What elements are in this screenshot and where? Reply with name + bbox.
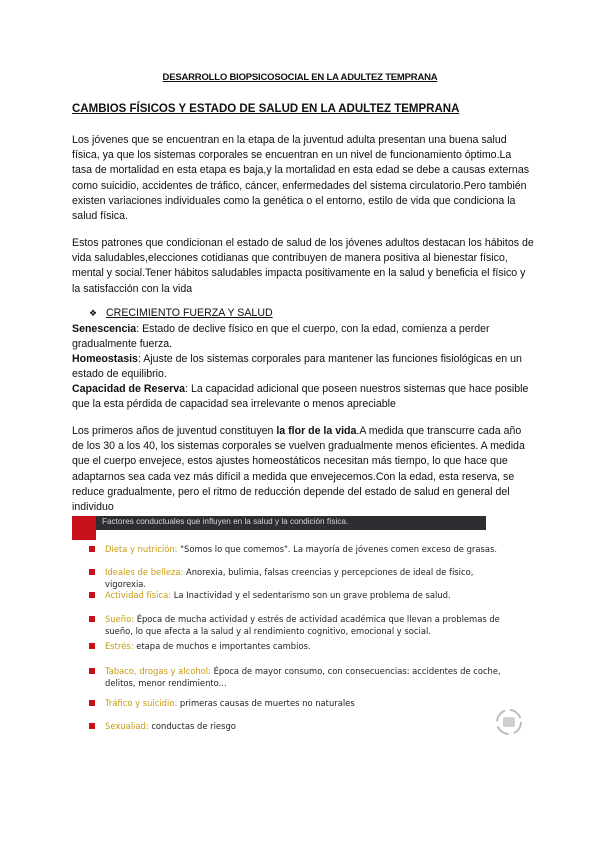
red-bullet-icon (89, 723, 95, 729)
definition-term: Senescencia (72, 323, 137, 335)
factor-text: La Inactividad y el sedentarismo son un grave problema de salud. (171, 590, 451, 600)
definition-text: : Estado de declive físico en que el cuerpo, con la edad, comienza a perder gradualmente fuerza. (72, 323, 490, 351)
factor-label: Ideales de belleza: (105, 567, 184, 577)
paragraph-aging (72, 424, 534, 515)
bullet-heading (89, 307, 273, 319)
red-bullet-icon (89, 546, 95, 552)
factor-text: etapa de muchos e importantes cambios. (133, 641, 311, 651)
recycle-logo-icon (494, 707, 524, 737)
paragraph-healthy-habits: Estos patrones que condicionan el estado de salud de los jóvenes adultos destacan los hábitos de vida saludables,elecciones cotidianas que contribuyen de manera positiva al bienestar físico, mental y social.Tener hábitos saludables impacta positivamente en la salud y beneficia el físico y la satisfacción con la vida (72, 237, 534, 295)
factors-figure (72, 516, 530, 742)
factor-label: Dieta y nutrición: (105, 544, 178, 554)
red-bullet-icon (89, 700, 95, 706)
diamond-bullet-icon: ❖ (89, 308, 98, 318)
definition-senescencia (72, 322, 534, 352)
factor-label: Estrés: (105, 641, 134, 651)
definition-term: Capacidad de Reserva (72, 383, 186, 395)
red-bullet-icon (89, 616, 95, 622)
factor-text: "Somos lo que comemos". La mayoría de jóvenes comen exceso de grasas. (177, 544, 498, 554)
factor-label: Tráfico y suicidio: (105, 698, 178, 708)
factor-label: Tabaco, drogas y alcohol: (105, 666, 211, 676)
factor-text: Época de mayor consumo, con consecuencias: accidentes de coche, delitos, menor rendimiento... (105, 666, 501, 688)
factor-label: Actividad física: (105, 590, 172, 600)
factor-label: Sueño: (105, 614, 135, 624)
section-title: CAMBIOS FÍSICOS Y ESTADO DE SALUD EN LA ADULTEZ TEMPRANA (72, 103, 460, 115)
factor-label: Sexualiad: (105, 721, 149, 731)
highlight-phrase: la flor de la vida (276, 425, 357, 437)
definition-homeostasis (72, 352, 534, 382)
document-title: DESARROLLO BIOPSICOSOCIAL EN LA ADULTEZ TEMPRANA (162, 72, 438, 83)
paragraph-text: Los primeros años de juventud constituyen (72, 425, 277, 437)
red-bullet-icon (89, 668, 95, 674)
paragraph-text: .A medida que transcurre cada año de los 30 a los 40, los sistemas corporales se vuelven gradualmente menos eficientes. A medida que el cuerpo envejece, estos ajustes homeostáticos necesitan más tiempo, lo que hace que adaptarnos sea cada vez más difícil a medida que envejecemos.Con la edad, esta reserva, se reduce gradualmente, pero el ritmo de reducción depende del estado de salud en general del individuo (72, 425, 525, 514)
bullet-heading-text: CRECIMIENTO FUERZA Y SALUD (106, 307, 273, 319)
red-bullet-icon (89, 643, 95, 649)
factor-text: Anorexia, bulimia, falsas creencias y percepciones de ideal de físico, vigorexia. (105, 567, 474, 589)
factor-text: primeras causas de muertes no naturales (177, 698, 355, 708)
factor-text: conductas de riesgo (148, 721, 236, 731)
definition-text: : Ajuste de los sistemas corporales para mantener las funciones fisiológicas en un estado de equilibrio. (72, 353, 522, 381)
red-bullet-icon (89, 569, 95, 575)
factor-text: Época de mucha actividad y estrés de actividad académica que llevan a problemas de sueño, lo que afecta a la salud y al rendimiento cognitivo, emocional y social. (105, 614, 500, 636)
paragraph-physical-health: Los jóvenes que se encuentran en la etapa de la juventud adulta presentan una buena salud física, ya que los sistemas corporales se encuentran en un nivel de funcionamiento óptimo.La tasa de mortalidad en esta etapa es baja,y la mortalidad en esta edad se debe a causas externas como suicidio, accidentes de tráfico, cáncer, enfermedades del sistema circulatorio.Pero también existen variaciones individuales como la genética o el entorno, estilo de vida que condiciona la salud física. (72, 134, 530, 223)
definition-term: Homeostasis (72, 353, 138, 365)
red-square-icon (72, 516, 96, 540)
definition-capacidad-reserva (72, 382, 534, 412)
definition-text: : La capacidad adicional que poseen nuestros sistemas que hace posible que la esta pérdida de capacidad sea irrelevante o menos apreciable (72, 383, 529, 411)
factors-title: Factores conductuales que influyen en la salud y la condición física. (102, 517, 349, 526)
red-bullet-icon (89, 592, 95, 598)
